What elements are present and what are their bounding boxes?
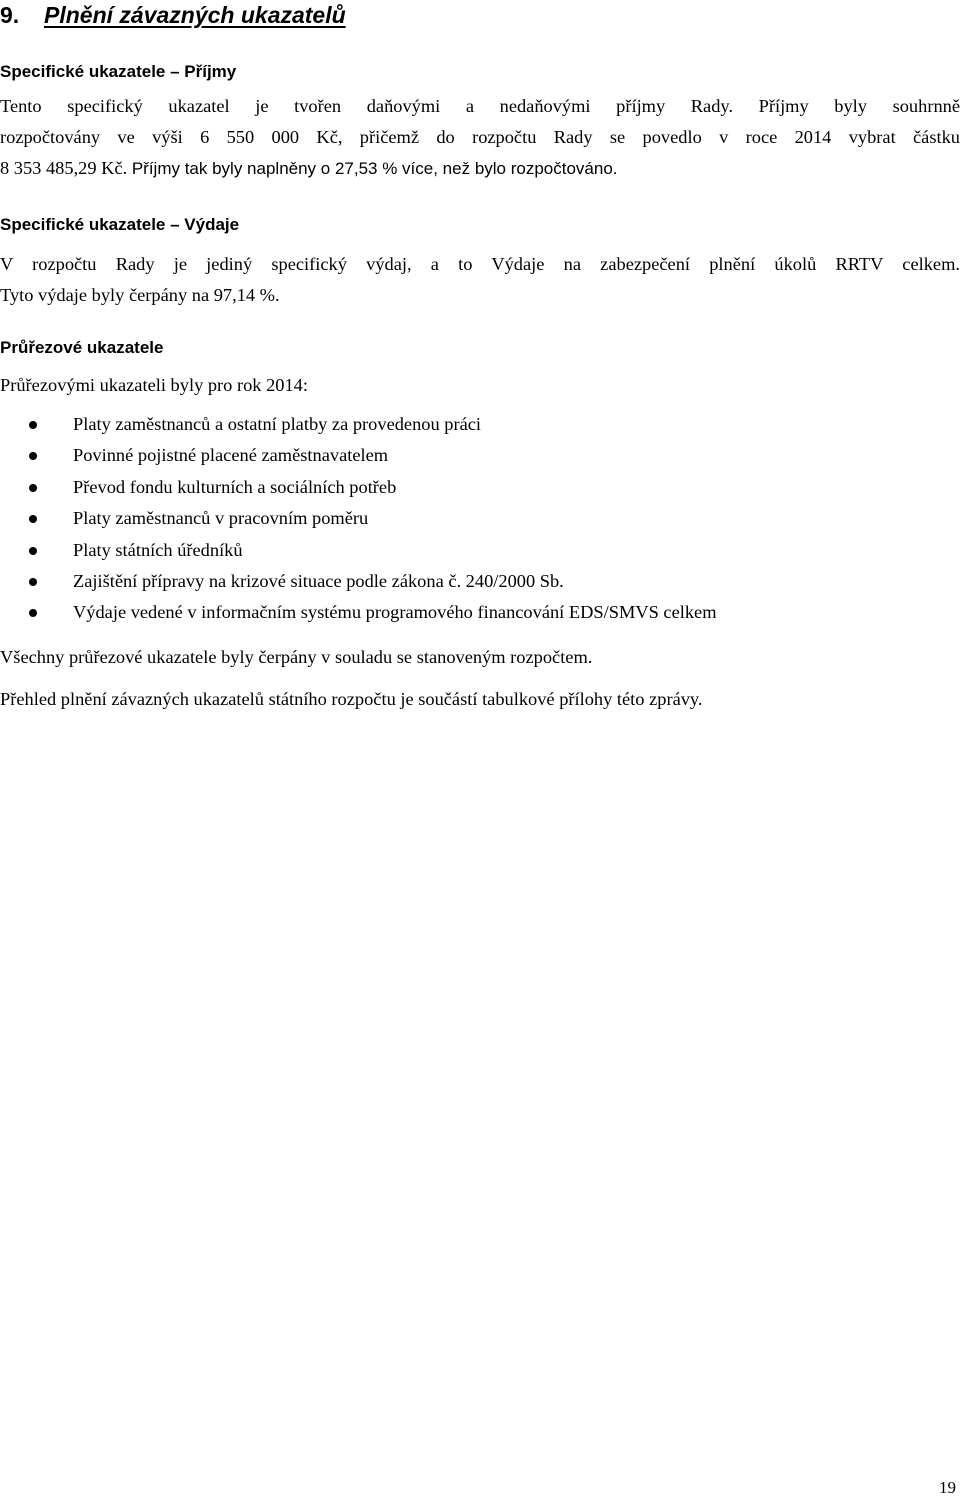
list-item-text: Platy státních úředníků — [73, 539, 243, 560]
list-item-text: Výdaje vedené v informačním systému programového financování EDS/SMVS celkem — [73, 602, 717, 623]
cross-indicators-list — [0, 409, 960, 629]
cross-indicators-intro: Průřezovými ukazateli byly pro rok 2014: — [0, 375, 308, 395]
cross-indicators-conclusion: Všechny průřezové ukazatele byly čerpány v souladu se stanoveným rozpočtem. — [0, 647, 593, 667]
list-item-text: Povinné pojistné placené zaměstnavatelem — [73, 445, 389, 466]
chapter-number: 9. — [0, 2, 20, 28]
list-item-text: Převod fondu kulturních a sociálních potřeb — [73, 476, 397, 497]
list-item-text: Zajištění přípravy na krizové situace podle zákona č. 240/2000 Sb. — [73, 570, 564, 591]
list-item-text: Platy zaměstnanců a ostatní platby za provedenou práci — [73, 414, 482, 434]
chapter-heading — [0, 0, 346, 30]
bullet-icon — [29, 452, 37, 460]
paragraph-expenses-line-1: V rozpočtu Rady je jediný specifický výdaj, a to Výdaje na zabezpečení plnění úkolů RRTV celkem. — [0, 254, 960, 274]
page-number: 19 — [939, 1478, 956, 1497]
heading-cross-indicators: Průřezové ukazatele — [0, 338, 164, 357]
bullet-icon — [29, 484, 37, 492]
paragraph-income-line-1: Tento specifický ukazatel je tvořen daňovými a nedaňovými příjmy Rady. Příjmy byly souhrnně — [0, 96, 960, 116]
list-item — [0, 535, 960, 566]
income-fulfilment: Příjmy tak byly naplněny o 27,53 % více, než bylo rozpočtováno. — [131, 159, 618, 178]
bullet-icon — [29, 421, 37, 429]
list-item — [0, 409, 960, 440]
bullet-icon — [29, 578, 37, 586]
paragraph-income-line-3 — [0, 153, 960, 184]
paragraph-income — [0, 91, 960, 184]
list-item — [0, 440, 960, 471]
chapter-title: Plnění závazných ukazatelů — [44, 2, 346, 28]
list-item — [0, 503, 960, 534]
bullet-icon — [29, 515, 37, 523]
paragraph-expenses-line-2: Tyto výdaje byly čerpány na 97,14 %. — [0, 285, 280, 305]
list-item — [0, 566, 960, 597]
list-item — [0, 597, 960, 628]
bullet-icon — [29, 547, 37, 555]
income-amount: 8 353 485,29 Kč. — [0, 158, 128, 178]
list-item-text: Platy zaměstnanců v pracovním poměru — [73, 508, 369, 529]
indicators-overview-note: Přehled plnění závazných ukazatelů státního rozpočtu je součástí tabulkové přílohy této zprávy. — [0, 689, 703, 709]
heading-specific-expenses: Specifické ukazatele – Výdaje — [0, 215, 240, 234]
paragraph-income-line-2: rozpočtovány ve výši 6 550 000 Kč, přičemž do rozpočtu Rady se povedlo v roce 2014 vybrat částku — [0, 127, 960, 147]
paragraph-expenses — [0, 249, 960, 311]
bullet-icon — [29, 609, 37, 617]
list-item — [0, 472, 960, 503]
heading-specific-income: Specifické ukazatele – Příjmy — [0, 62, 237, 81]
